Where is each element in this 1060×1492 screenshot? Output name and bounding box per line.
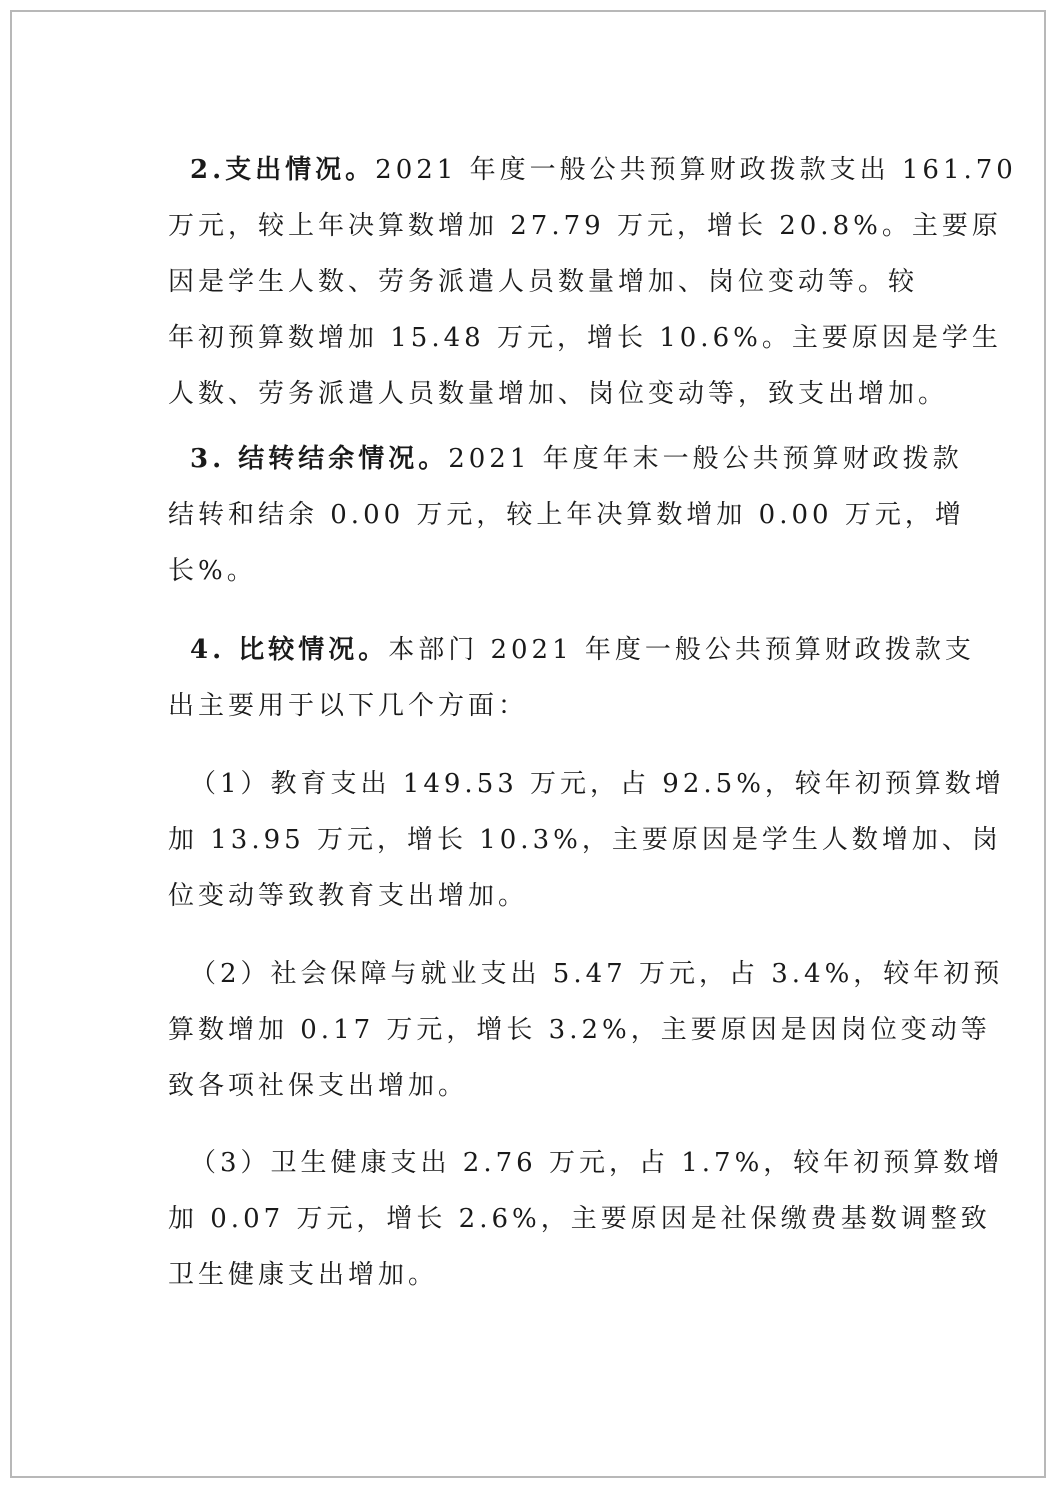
- document-page: [10, 10, 1046, 1478]
- text-line: （2）社会保障与就业支出 5.47 万元，占 3.4%，较年初预: [190, 959, 1004, 989]
- text-line: 加 0.07 万元，增长 2.6%，主要原因是社保缴费基数调整致: [168, 1204, 991, 1234]
- text-line: （3）卫生健康支出 2.76 万元，占 1.7%，较年初预算数增: [190, 1148, 1004, 1178]
- text-line: 致各项社保支出增加。: [168, 1071, 469, 1101]
- text-line: 因是学生人数、劳务派遣人员数量增加、岗位变动等。较: [168, 267, 919, 297]
- text-line: 本部门 2021 年度一般公共预算财政拨款支: [388, 635, 975, 665]
- text-line: 2021 年度一般公共预算财政拨款支出 161.70: [375, 155, 1017, 185]
- paragraph-expenditure: [168, 142, 1017, 422]
- heading-expenditure: 2.支出情况。: [190, 155, 376, 185]
- heading-comparison: 4. 比较情况。: [190, 635, 389, 665]
- text-line: 算数增加 0.17 万元，增长 3.2%，主要原因是因岗位变动等: [168, 1015, 991, 1045]
- text-line: 长%。: [168, 556, 257, 586]
- text-line: 年初预算数增加 15.48 万元，增长 10.6%。主要原因是学生: [168, 323, 1002, 353]
- paragraph-carryover: [168, 431, 965, 599]
- paragraph-item-social-security: [168, 946, 1004, 1114]
- text-line: 出主要用于以下几个方面：: [168, 691, 529, 721]
- text-line: 位变动等致教育支出增加。: [168, 881, 529, 911]
- paragraph-item-education: [168, 756, 1005, 924]
- text-line: 人数、劳务派遣人员数量增加、岗位变动等，致支出增加。: [168, 379, 949, 409]
- text-line: 结转和结余 0.00 万元，较上年决算数增加 0.00 万元，增: [168, 500, 965, 530]
- text-line: （1）教育支出 149.53 万元，占 92.5%，较年初预算数增: [190, 769, 1005, 799]
- text-line: 2021 年度年末一般公共预算财政拨款: [448, 444, 963, 474]
- paragraph-comparison: [168, 622, 975, 734]
- paragraph-item-health: [168, 1135, 1004, 1303]
- text-line: 卫生健康支出增加。: [168, 1260, 439, 1290]
- heading-carryover: 3. 结转结余情况。: [190, 444, 449, 474]
- text-line: 万元，较上年决算数增加 27.79 万元，增长 20.8%。主要原: [168, 211, 1002, 241]
- text-line: 加 13.95 万元，增长 10.3%，主要原因是学生人数增加、岗: [168, 825, 1002, 855]
